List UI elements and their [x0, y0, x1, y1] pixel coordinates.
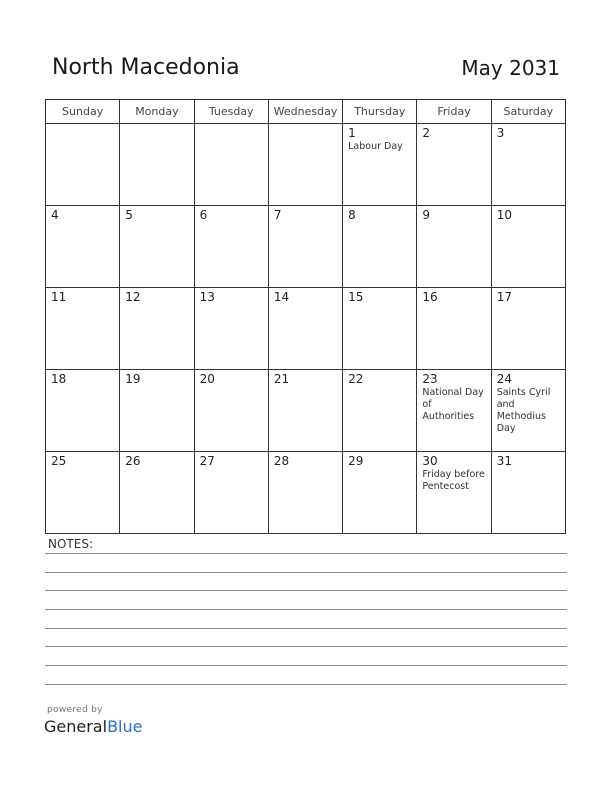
calendar-day-cell [194, 452, 268, 534]
holiday-label: Friday before Pentecost [422, 469, 485, 492]
day-number: 20 [199, 372, 215, 386]
calendar-day-cell [417, 452, 491, 534]
holiday-label: Saints Cyril and Methodius Day [496, 387, 551, 434]
calendar-day-cell [491, 370, 565, 452]
weekday-saturday: Saturday [491, 100, 565, 124]
day-number: 7 [273, 208, 282, 222]
day-number: 30 [422, 454, 438, 468]
day-number: 14 [273, 290, 290, 304]
weekday-header-row [46, 100, 566, 124]
weekday-thursday: Thursday [343, 100, 417, 124]
calendar-day-cell [120, 370, 194, 452]
day-number: 1 [348, 126, 356, 140]
holiday-label: Labour Day [348, 141, 403, 152]
holiday-label: National Day of Authorities [422, 387, 484, 422]
calendar-day-cell [194, 124, 268, 206]
calendar-week-row [46, 124, 566, 206]
calendar-day-cell [343, 370, 417, 452]
day-number: 31 [496, 454, 512, 468]
day-number: 26 [125, 454, 141, 468]
calendar-grid [45, 99, 566, 534]
day-number: 6 [199, 208, 208, 222]
month-title: May 2031 [461, 56, 560, 80]
calendar-week-row [46, 452, 566, 534]
calendar-day-cell [120, 124, 194, 206]
day-number: 12 [125, 290, 141, 304]
calendar-day-cell [46, 452, 120, 534]
day-number: 17 [496, 290, 512, 304]
note-line [45, 609, 567, 610]
weekday-monday: Monday [120, 100, 194, 124]
calendar-day-cell [268, 452, 342, 534]
day-number: 29 [348, 454, 364, 468]
calendar-day-cell [268, 206, 342, 288]
calendar-day-cell [120, 206, 194, 288]
calendar-day-cell [46, 370, 120, 452]
calendar-day-cell [491, 124, 565, 206]
calendar-day-cell [343, 206, 417, 288]
brand-blue: Blue [107, 717, 143, 736]
calendar-day-cell [120, 452, 194, 534]
note-line [45, 665, 567, 666]
calendar-day-cell [343, 288, 417, 370]
note-line [45, 646, 567, 647]
note-line [45, 684, 567, 685]
day-number: 24 [496, 372, 512, 386]
calendar-week-row [46, 370, 566, 452]
calendar-day-cell [194, 206, 268, 288]
country-title: North Macedonia [52, 55, 240, 80]
calendar-day-cell [343, 124, 417, 206]
calendar-week-row [46, 206, 566, 288]
notes-label: NOTES: [48, 537, 93, 551]
day-number: 2 [422, 126, 431, 140]
weekday-tuesday: Tuesday [194, 100, 268, 124]
calendar-day-cell [491, 206, 565, 288]
weekday-wednesday: Wednesday [268, 100, 342, 124]
day-number: 19 [125, 372, 141, 386]
day-number: 11 [51, 290, 67, 304]
day-number: 3 [496, 126, 505, 140]
calendar-day-cell [417, 288, 491, 370]
note-line [45, 590, 567, 591]
generalblue-logo[interactable] [44, 717, 142, 736]
calendar-day-cell [491, 288, 565, 370]
calendar-day-cell [268, 288, 342, 370]
day-number: 16 [422, 290, 438, 304]
note-line [45, 628, 567, 629]
calendar-day-cell [46, 288, 120, 370]
day-number: 15 [348, 290, 364, 304]
day-number: 8 [348, 208, 356, 222]
calendar-day-cell [268, 124, 342, 206]
calendar-day-cell [46, 206, 120, 288]
day-number: 22 [348, 372, 364, 386]
weekday-sunday: Sunday [46, 100, 120, 124]
calendar-day-cell [194, 370, 268, 452]
day-number: 25 [51, 454, 67, 468]
calendar-day-cell [417, 206, 491, 288]
weekday-friday: Friday [417, 100, 491, 124]
powered-by-text: powered by [47, 705, 103, 715]
calendar-day-cell [491, 452, 565, 534]
day-number: 9 [422, 208, 431, 222]
calendar-day-cell [46, 124, 120, 206]
day-number: 4 [51, 208, 59, 222]
calendar-day-cell [120, 288, 194, 370]
day-number: 23 [422, 372, 438, 386]
day-number: 5 [125, 208, 133, 222]
day-number: 21 [273, 372, 290, 386]
calendar-week-row [46, 288, 566, 370]
calendar-day-cell [343, 452, 417, 534]
brand-general: General [44, 717, 108, 736]
calendar-day-cell [417, 124, 491, 206]
day-number: 10 [496, 208, 512, 222]
note-line [45, 572, 567, 573]
day-number: 27 [199, 454, 215, 468]
day-number: 13 [199, 290, 215, 304]
day-number: 18 [51, 372, 67, 386]
day-number: 28 [273, 454, 290, 468]
calendar-day-cell [417, 370, 491, 452]
calendar-day-cell [194, 288, 268, 370]
note-line [45, 553, 567, 554]
calendar-day-cell [268, 370, 342, 452]
